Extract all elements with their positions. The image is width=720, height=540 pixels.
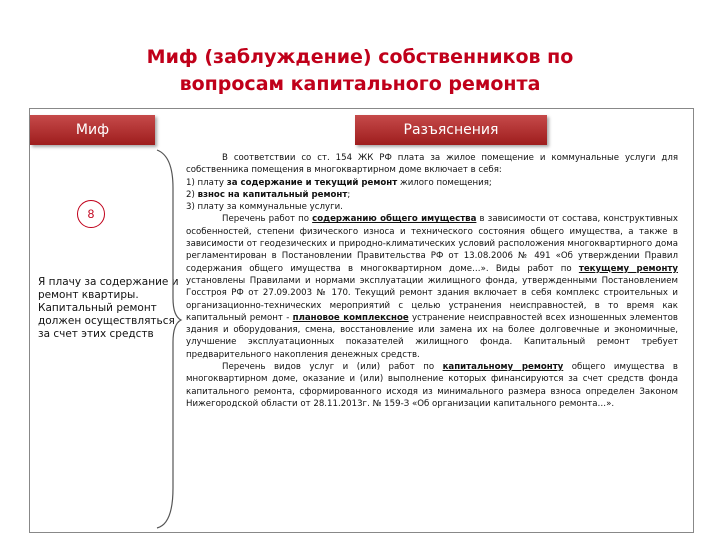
explanation-text [186, 152, 678, 410]
expl-item-2: 2) взнос на капитальный ремонт; [186, 189, 351, 200]
expl-paragraph-2: Перечень работ по содержанию общего имущества в зависимости от состава, конструктивных особенностей, степени физического износа и технического состояния общего имущества, а также в зависимости от геодезических и природно-климатических условий расположения многоквартирного дома регламентирован в Постановлении Правительства РФ от 13.08.2006 № 491 «Об утверждении Правил содержания общего имущества в многоквартирном доме…». Виды работ по текущему ремонту установлены Правилами и нормами эксплуатации жилищного фонда, утвержденными Постановлением Госстроя РФ от 27.09.2003 № 170. Текущий ремонт здания включает в себя комплекс строительных и организационно-технических мероприятий с целью устранения неисправностей, в то время как капитальный ремонт - плановое комплексное устранение неисправностей всех изношенных элементов здания и оборудования, смена, восстановление или замена их на более долговечные и экономичные, улучшение эксплуатационных показателей жилищного фонда. Капитальный ремонт требует предварительного накопления денежных средств. [186, 214, 679, 360]
title-line-2: вопросам капитального ремонта [179, 73, 541, 95]
brace-divider [155, 148, 183, 530]
expl-item-1: 1) плату за содержание и текущий ремонт жилого помещения; [186, 177, 492, 188]
myth-statement: Я плачу за содержание и ремонт квартиры. Капитальный ремонт должен осуществляться за счет этих средств [38, 276, 179, 340]
myth-column-header: Миф [30, 115, 155, 145]
myth-number-badge: 8 [77, 200, 105, 228]
explanation-column-header: Разъяснения [355, 115, 547, 145]
title-line-1: Миф (заблуждение) собственников по [146, 46, 574, 68]
expl-item-3: 3) плату за коммунальные услуги. [186, 202, 343, 213]
expl-paragraph-3: Перечень видов услуг и (или) работ по капитальному ремонту общего имущества в многоквартирном доме, оказание и (или) выполнение которых финансируются за счет средств фонда капитального ремонта, сформированного исходя из минимального размера взноса определен Законом Нижегородской области от 28.11.2013г. № 159-З «Об организации капитального ремонта…». [186, 362, 678, 409]
page-title [60, 44, 660, 98]
expl-paragraph-1: В соответствии со ст. 154 ЖК РФ плата за жилое помещение и коммунальные услуги для собственника помещения в многоквартирном доме включает в себя: [186, 153, 678, 176]
